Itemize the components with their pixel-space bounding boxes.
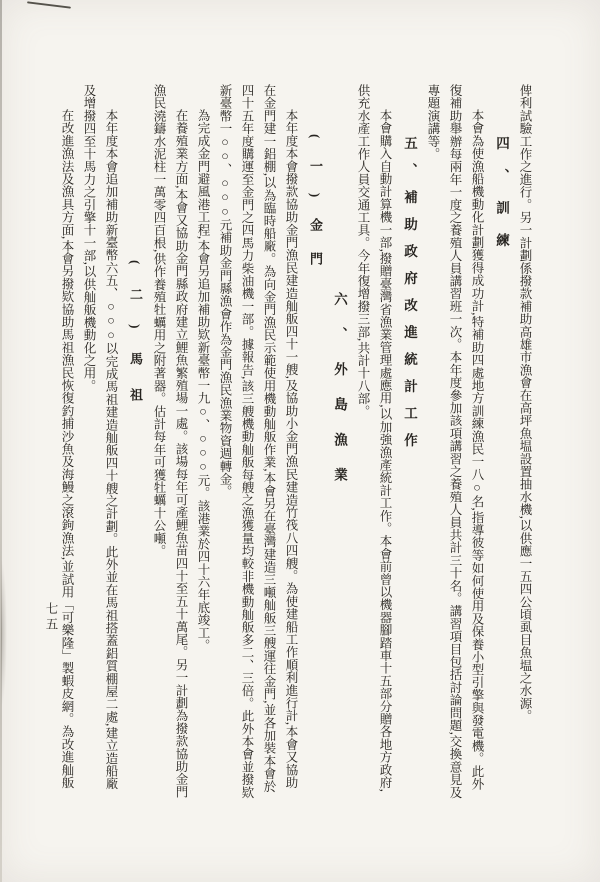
scan-artifact-line xyxy=(27,1,71,8)
section-heading-statistics: 五、補助政府改進統計工作 xyxy=(402,136,417,460)
scan-artifact-edge xyxy=(0,0,2,882)
vertical-text-block xyxy=(56,84,536,800)
paragraph-kinmen-harbor: 為完成金門避風港工程,本會另追加補助欵新臺幣一九○、○○○元。該港業於四十六年底竣工。 xyxy=(196,109,210,652)
section-heading-outer-islands: 六、外島漁業 xyxy=(332,292,347,503)
subsection-heading-kinmen: (一)金門 xyxy=(308,134,323,286)
scan-artifact-smudge xyxy=(1,558,7,708)
paragraph-training: 本會為使漁船機動化計劃獲得成功計,特補助四處地方訓練漁民一八○名,指導彼等如何使用及保養小型引擎與發電機。此外復補助舉辦每兩年一度之養殖人員講習班一次。本年度參加該項講習之養殖人員共計三十名。講習項目包括討論問題,交換意見及專題演講等。 xyxy=(426,84,484,799)
paragraph-matsu-fishing-methods: 在改進漁法及漁具方面,本會另撥欵協助馬祖漁民恢復釣捕沙魚及海鰻之滾鉤漁法,並試用「可樂隆」製蝦皮網。為改進舢舨 xyxy=(60,109,74,789)
paragraph-kinmen-aquaculture: 在養殖業方面,本會又協助金門縣政府建立鯉魚繁殖場一處。該場每年可產鯉魚苗四十至五十萬尾。另一計劃為撥款協助金門漁民澆鑄水泥柱一萬零四百根,供作養殖牡蠣用之附著器。估計每年可獲牡蠣十公噸。 xyxy=(152,84,188,799)
paragraph-continued: 俾利試驗工作之進行。另一計劃係撥款補助高雄市漁會在高坪魚塭設置抽水機,以供應一五四公頃虱目魚塭之水源。 xyxy=(518,84,532,723)
page-number: 七五 xyxy=(44,602,58,633)
paragraph-statistics: 本會購入自動計算機一部,撥贈臺灣省漁業管理處應用,以加強漁產統計工作。本會前曾以機器腳踏車十五部分贈各地方政府,供充水產工作人員交通工具。今年復增撥三部,共計十八部。 xyxy=(356,84,392,793)
paragraph-matsu-boats: 本年度本會追加補助新臺幣六五、○○○以完成馬祖建造舢舨四十艘之計劃。此外並在馬祖搭蓋鋁質棚屋二處,建立造船廠及增撥四至十馬力之引擎十一部,以供舢舨機動化之用。 xyxy=(82,84,118,790)
section-heading-training: 四、訓練 xyxy=(494,136,509,266)
paragraph-kinmen-boats: 本年度本會撥款協助金門漁民建造舢舨四十一艘,及協助小金門漁民建造竹筏八四艘。為使建船工作順利進行計,本會又協助在金門建一鋁棚,以為臨時船廠。為向金門漁民示範使用機動舢舨作業,本會另在臺灣建造三噸舢舨三艘運往金門,並各加裝本會於四十五年度購運至金門之四馬力柴油機一部。據報告,該三艘機動舢舨每艘之漁獲量均較非機動舢舨多二、三倍。此外本會並撥欵新臺幣一○○、○○○元補助金門縣漁會作為金門漁民漁業物資週轉金。 xyxy=(218,84,298,799)
subsection-heading-matsu: (二)馬祖 xyxy=(128,260,143,425)
